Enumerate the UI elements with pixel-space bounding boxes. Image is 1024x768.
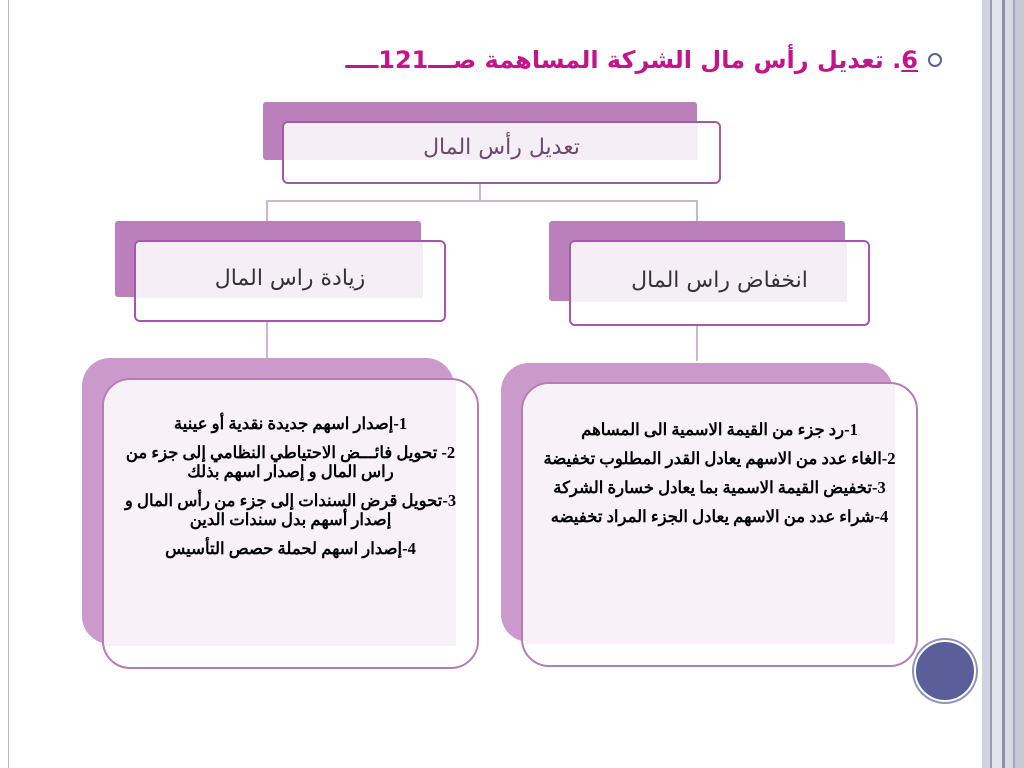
decorative-circle-icon [914,640,976,702]
bullet-circle-icon [928,53,942,67]
root-box [282,121,721,184]
title-number: 6 [901,46,918,74]
connector-root-down [479,183,481,201]
slide-title [345,40,942,80]
connector-right-down [696,200,698,222]
increase-label: زيادة راس المال [214,266,366,291]
root-label: تعديل رأس المال [423,135,580,160]
increase-box [134,240,446,322]
decrease-box [569,240,870,326]
connector-horizontal [266,200,698,202]
title-text [345,46,918,74]
decorative-stripes [982,0,1024,768]
increase-list [116,414,465,568]
decrease-list-box [521,382,918,667]
connector-decrease-to-list [696,325,698,361]
decrease-item-4: 4-شراء عدد من الاسهم يعادل الجزء المراد تخفيضه [550,507,889,526]
decrease-item-1: 1-رد جزء من القيمة الاسمية الى المساهم [581,420,858,439]
increase-item-4: 4-إصدار اسهم لحملة حصص التأسيس [165,539,416,558]
decrease-label: انخفاض راس المال [631,268,808,293]
increase-item-3: 3-تحويل قرض السندات إلى جزء من رأس المال و إصدار أسهم بدل سندات الدين [124,491,457,529]
increase-list-box [102,378,479,669]
connector-left-down [266,200,268,222]
decrease-item-2: 2-الغاء عدد من الاسهم يعادل القدر المطلوب تخفيضة [543,449,896,468]
title-label: . تعديل رأس مال الشركة المساهمة صـــ121ــــ [345,46,902,74]
increase-item-2: 2- تحويل فائـــض الاحتياطي النظامي إلى جزء من راس المال و إصدار اسهم بذلك [125,443,456,481]
decrease-list [535,420,904,536]
connector-increase-to-list [266,320,268,358]
increase-item-1: 1-إصدار اسهم جديدة نقدية أو عينية [173,414,408,433]
decrease-item-3: 3-تخفيض القيمة الاسمية بما يعادل خسارة الشركة [553,478,886,497]
slide-frame-line [8,0,9,768]
